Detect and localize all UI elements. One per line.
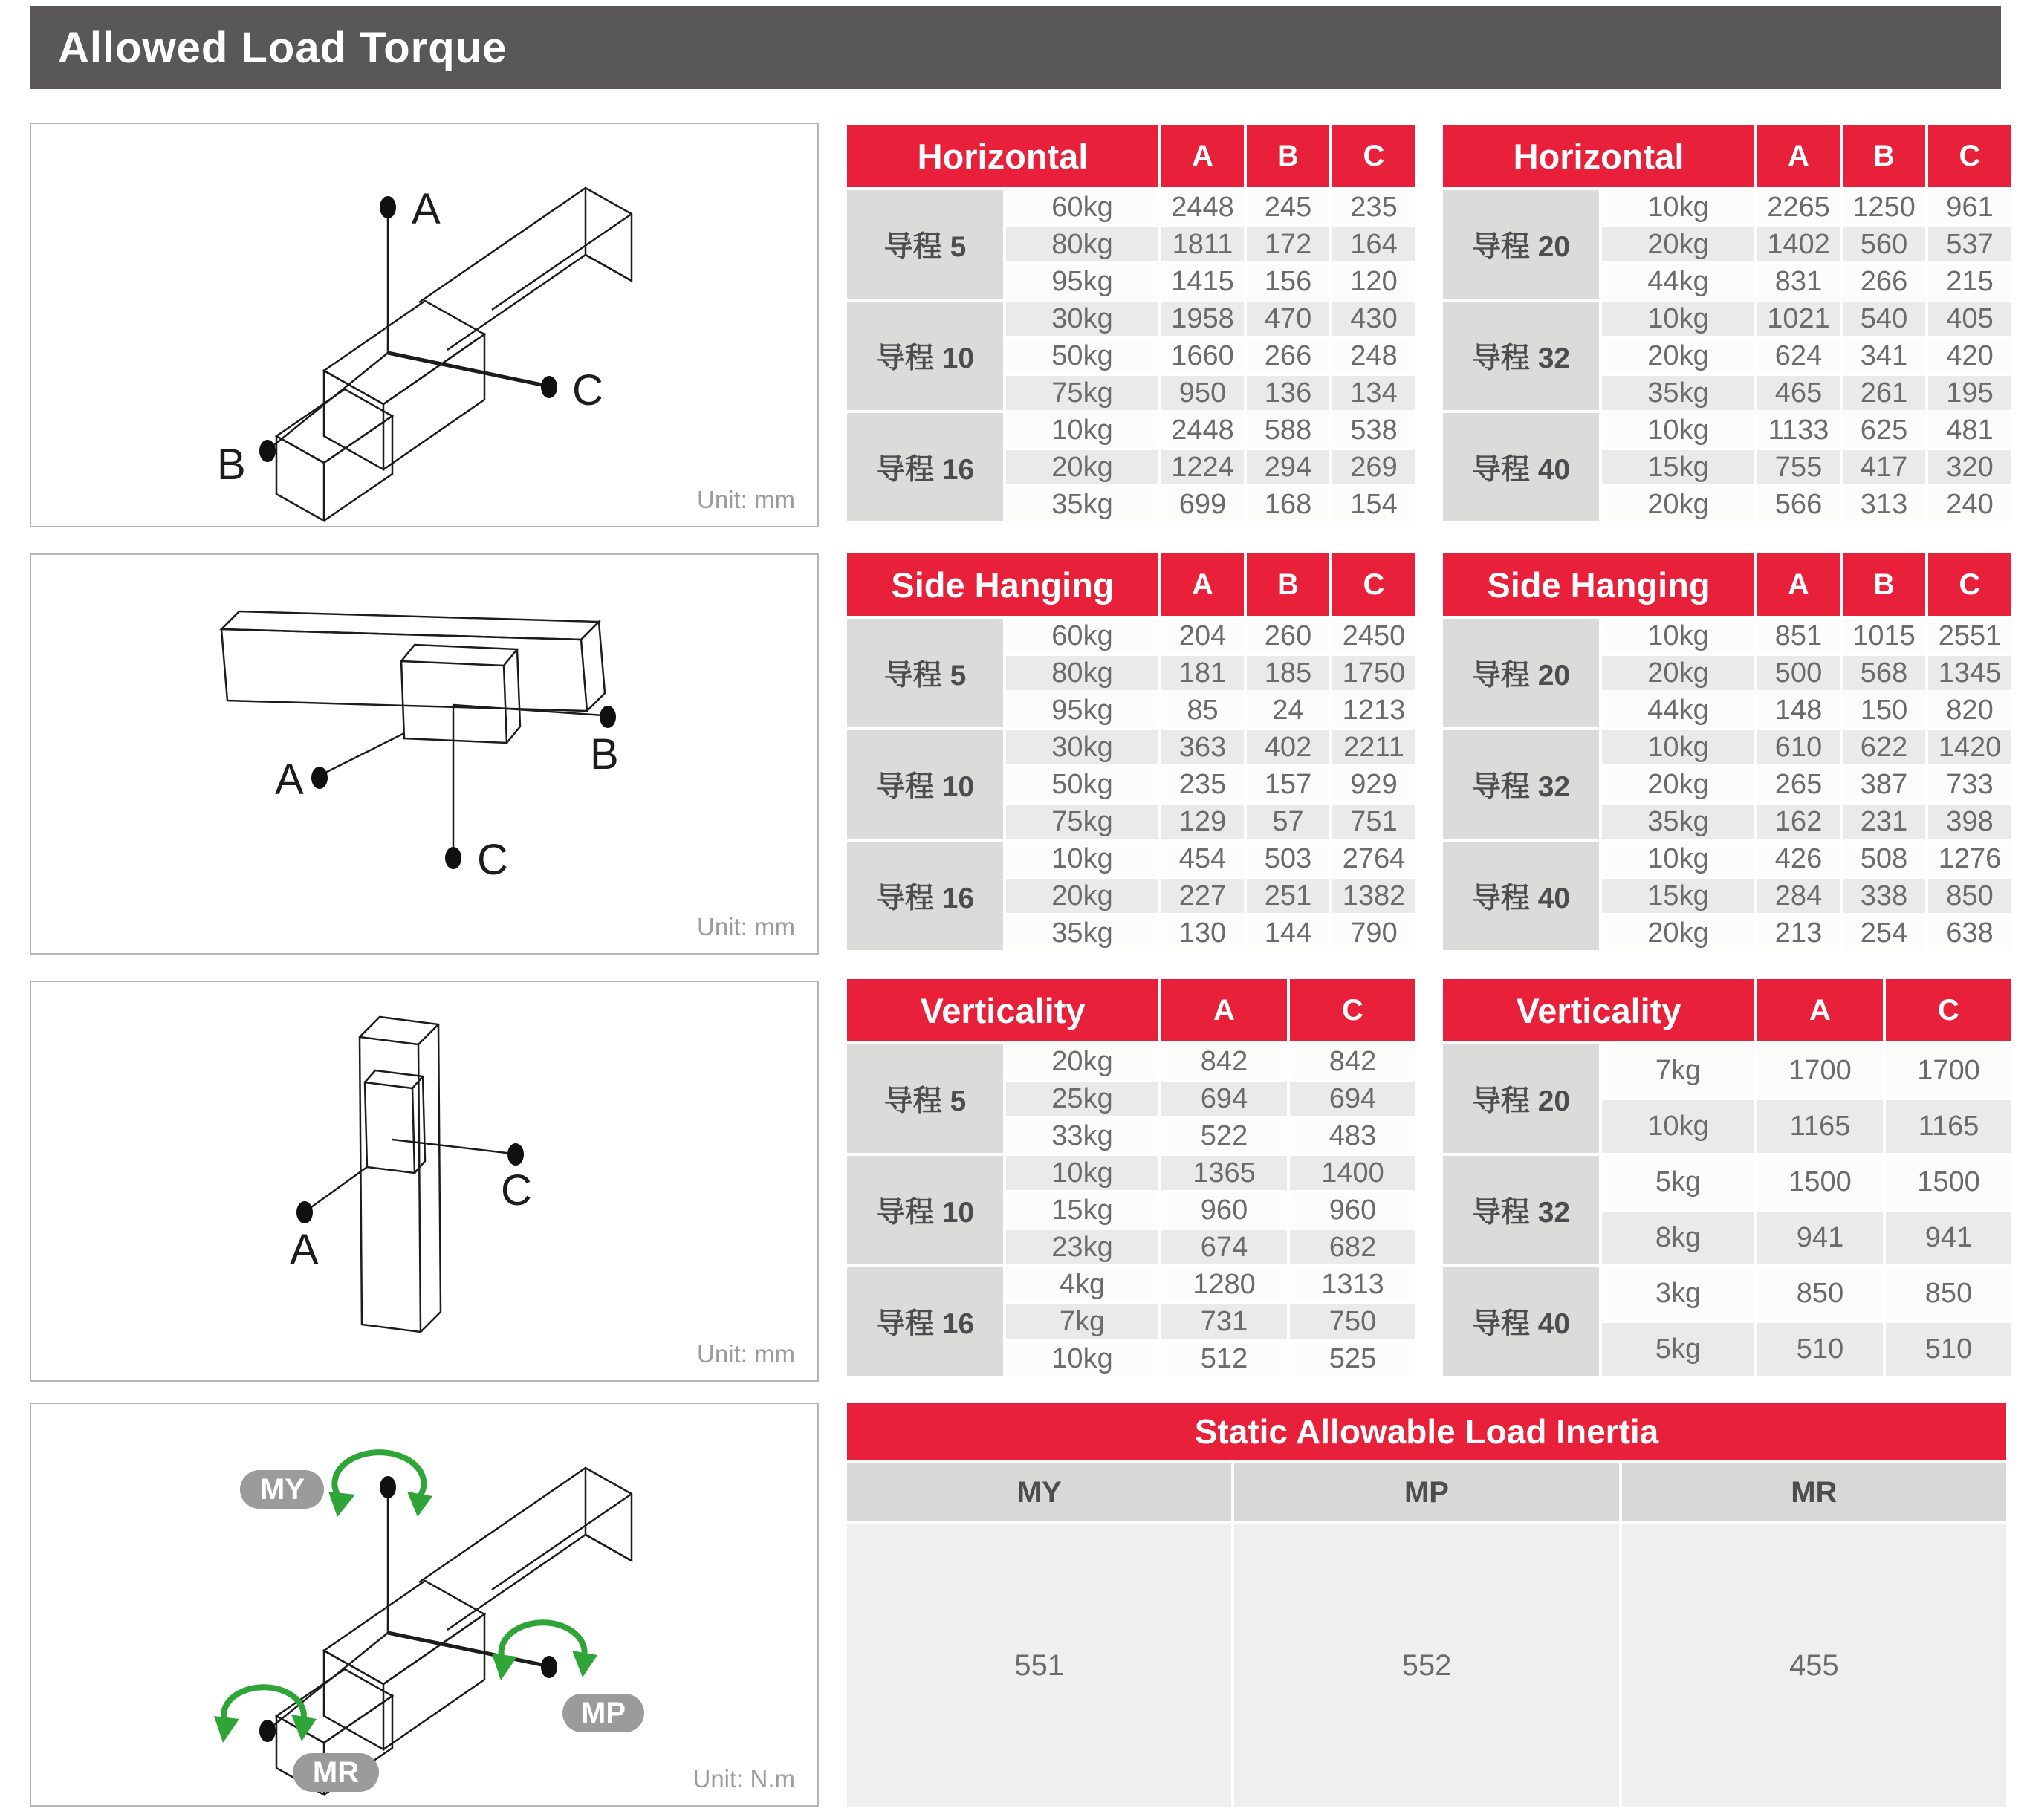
verticality-table-right bbox=[1443, 979, 2011, 1376]
value-cell: 941 bbox=[1757, 1212, 1883, 1264]
load-cell: 20kg bbox=[1602, 487, 1754, 521]
value-cell: 929 bbox=[1332, 767, 1415, 802]
load-cell: 10kg bbox=[1602, 842, 1754, 876]
value-cell: 227 bbox=[1161, 879, 1244, 913]
value-cell: 235 bbox=[1161, 767, 1244, 802]
my-label: MY bbox=[260, 1473, 305, 1506]
mr-arrowhead-icon bbox=[214, 1716, 239, 1743]
column-header: A bbox=[1161, 553, 1244, 616]
value-cell: 960 bbox=[1161, 1193, 1287, 1227]
load-cell: 10kg bbox=[1602, 619, 1754, 653]
load-cell: 10kg bbox=[1006, 1342, 1158, 1376]
column-header: A bbox=[1757, 553, 1840, 616]
value-cell: 538 bbox=[1332, 413, 1415, 447]
value-cell: 260 bbox=[1247, 619, 1329, 653]
value-cell: 150 bbox=[1843, 693, 1925, 727]
value-cell: 2450 bbox=[1332, 619, 1415, 653]
value-cell: 755 bbox=[1757, 450, 1840, 484]
axis-c-label: C bbox=[572, 366, 603, 415]
inertia-column-header: MR bbox=[1622, 1463, 2006, 1521]
axis-c-dot bbox=[507, 1143, 524, 1166]
mp-label: MP bbox=[581, 1697, 626, 1729]
lead-cell: 导程 20 bbox=[1443, 1044, 1599, 1153]
value-cell: 512 bbox=[1161, 1342, 1287, 1376]
load-cell: 75kg bbox=[1006, 805, 1158, 839]
load-cell: 5kg bbox=[1602, 1323, 1754, 1376]
load-cell: 25kg bbox=[1006, 1082, 1158, 1116]
load-cell: 7kg bbox=[1006, 1304, 1158, 1339]
roll-axis-dot bbox=[259, 1720, 276, 1742]
value-cell: 1500 bbox=[1886, 1156, 2011, 1209]
value-cell: 622 bbox=[1843, 730, 1925, 764]
load-cell: 30kg bbox=[1006, 730, 1158, 764]
value-cell: 266 bbox=[1247, 339, 1329, 373]
my-arrowhead-icon bbox=[407, 1492, 432, 1517]
value-cell: 185 bbox=[1247, 656, 1329, 690]
value-cell: 172 bbox=[1247, 227, 1329, 261]
my-arrowhead-icon bbox=[328, 1492, 355, 1517]
value-cell: 231 bbox=[1843, 805, 1925, 839]
value-cell: 1345 bbox=[1928, 656, 2011, 690]
value-cell: 130 bbox=[1161, 916, 1244, 950]
value-cell: 1276 bbox=[1928, 842, 2011, 876]
value-cell: 1280 bbox=[1161, 1267, 1287, 1301]
value-cell: 1015 bbox=[1843, 619, 1925, 653]
axis-b-dot bbox=[600, 706, 616, 728]
axis-c-dot bbox=[445, 847, 461, 869]
column-header: B bbox=[1247, 125, 1329, 187]
value-cell: 941 bbox=[1886, 1212, 2011, 1264]
value-cell: 503 bbox=[1247, 842, 1329, 876]
value-cell: 624 bbox=[1757, 339, 1840, 373]
value-cell: 510 bbox=[1757, 1323, 1883, 1376]
load-cell: 20kg bbox=[1602, 916, 1754, 950]
value-cell: 162 bbox=[1757, 805, 1840, 839]
inertia-value-cell: 552 bbox=[1234, 1524, 1618, 1807]
load-cell: 33kg bbox=[1006, 1119, 1158, 1153]
value-cell: 204 bbox=[1161, 619, 1244, 653]
value-cell: 136 bbox=[1247, 376, 1329, 410]
value-cell: 1133 bbox=[1757, 413, 1840, 447]
value-cell: 402 bbox=[1247, 730, 1329, 764]
axis-a-dot bbox=[296, 1201, 313, 1223]
value-cell: 625 bbox=[1843, 413, 1925, 447]
value-cell: 363 bbox=[1161, 730, 1244, 764]
axis-a-dot bbox=[380, 196, 396, 218]
load-cell: 8kg bbox=[1602, 1212, 1754, 1264]
load-cell: 3kg bbox=[1602, 1267, 1754, 1320]
value-cell: 398 bbox=[1928, 805, 2011, 839]
side-hanging-table-left bbox=[847, 553, 1415, 950]
value-cell: 261 bbox=[1843, 376, 1925, 410]
table-title: Horizontal bbox=[847, 125, 1158, 187]
value-cell: 1382 bbox=[1332, 879, 1415, 913]
value-cell: 850 bbox=[1886, 1267, 2011, 1320]
inertia-value-cell: 551 bbox=[847, 1524, 1231, 1807]
value-cell: 195 bbox=[1928, 376, 2011, 410]
table-title: Side Hanging bbox=[1443, 553, 1754, 616]
value-cell: 960 bbox=[1290, 1193, 1415, 1227]
load-cell: 20kg bbox=[1006, 450, 1158, 484]
column-header: A bbox=[1161, 979, 1287, 1041]
axis-a-label: A bbox=[275, 755, 304, 804]
load-cell: 10kg bbox=[1602, 302, 1754, 336]
value-cell: 420 bbox=[1928, 339, 2011, 373]
value-cell: 240 bbox=[1928, 487, 2011, 521]
value-cell: 2764 bbox=[1332, 842, 1415, 876]
value-cell: 1700 bbox=[1757, 1044, 1883, 1097]
value-cell: 851 bbox=[1757, 619, 1840, 653]
axis-a-label: A bbox=[290, 1226, 319, 1274]
lead-cell: 导程 40 bbox=[1443, 842, 1599, 950]
value-cell: 560 bbox=[1843, 227, 1925, 261]
value-cell: 500 bbox=[1757, 656, 1840, 690]
value-cell: 1415 bbox=[1161, 264, 1244, 299]
load-cell: 15kg bbox=[1006, 1193, 1158, 1227]
rail-and-carriage-drawing bbox=[306, 1017, 513, 1332]
moment-directions-diagram bbox=[30, 1403, 819, 1807]
column-header: C bbox=[1332, 125, 1415, 187]
page-title: Allowed Load Torque bbox=[30, 6, 2001, 89]
horizontal-table-left bbox=[847, 125, 1415, 521]
value-cell: 417 bbox=[1843, 450, 1925, 484]
value-cell: 465 bbox=[1757, 376, 1840, 410]
lead-cell: 导程 5 bbox=[847, 619, 1003, 727]
load-cell: 20kg bbox=[1006, 879, 1158, 913]
lead-cell: 导程 32 bbox=[1443, 302, 1599, 410]
mr-label: MR bbox=[312, 1756, 360, 1789]
value-cell: 213 bbox=[1757, 916, 1840, 950]
load-cell: 7kg bbox=[1602, 1044, 1754, 1097]
axis-a-label: A bbox=[412, 185, 441, 233]
value-cell: 294 bbox=[1247, 450, 1329, 484]
horizontal-diagram-drawing bbox=[31, 124, 817, 526]
lead-cell: 导程 16 bbox=[847, 413, 1003, 521]
value-cell: 284 bbox=[1757, 879, 1840, 913]
value-cell: 157 bbox=[1247, 767, 1329, 802]
value-cell: 842 bbox=[1161, 1044, 1287, 1079]
load-cell: 10kg bbox=[1602, 190, 1754, 224]
column-header: A bbox=[1757, 125, 1840, 187]
load-cell: 4kg bbox=[1006, 1267, 1158, 1301]
verticality-diagram-drawing bbox=[31, 982, 817, 1380]
value-cell: 454 bbox=[1161, 842, 1244, 876]
value-cell: 245 bbox=[1247, 190, 1329, 224]
value-cell: 2551 bbox=[1928, 619, 2011, 653]
column-header: A bbox=[1161, 125, 1244, 187]
lead-cell: 导程 5 bbox=[847, 190, 1003, 299]
value-cell: 850 bbox=[1928, 879, 2011, 913]
load-cell: 60kg bbox=[1006, 619, 1158, 653]
axis-c-dot bbox=[541, 376, 557, 398]
value-cell: 320 bbox=[1928, 450, 2011, 484]
value-cell: 338 bbox=[1843, 879, 1925, 913]
load-cell: 23kg bbox=[1006, 1230, 1158, 1264]
value-cell: 850 bbox=[1757, 1267, 1883, 1320]
horizontal-load-diagram bbox=[30, 123, 819, 527]
lead-cell: 导程 40 bbox=[1443, 1267, 1599, 1376]
value-cell: 694 bbox=[1290, 1082, 1415, 1116]
value-cell: 790 bbox=[1332, 916, 1415, 950]
value-cell: 950 bbox=[1161, 376, 1244, 410]
static-load-inertia-table bbox=[847, 1403, 2006, 1807]
load-cell: 20kg bbox=[1602, 339, 1754, 373]
axis-b-label: B bbox=[217, 441, 246, 489]
load-cell: 50kg bbox=[1006, 339, 1158, 373]
value-cell: 820 bbox=[1928, 693, 2011, 727]
load-cell: 44kg bbox=[1602, 693, 1754, 727]
axis-b-dot bbox=[259, 440, 276, 462]
unit-label: Unit: N.m bbox=[693, 1765, 795, 1793]
value-cell: 694 bbox=[1161, 1082, 1287, 1116]
verticality-load-diagram bbox=[30, 981, 819, 1382]
load-cell: 10kg bbox=[1602, 413, 1754, 447]
moments-diagram-drawing bbox=[31, 1404, 817, 1805]
value-cell: 85 bbox=[1161, 693, 1244, 727]
axis-c-label: C bbox=[477, 836, 508, 884]
side-hanging-table-right bbox=[1443, 553, 2011, 950]
value-cell: 510 bbox=[1886, 1323, 2011, 1376]
lead-cell: 导程 16 bbox=[847, 1267, 1003, 1376]
value-cell: 751 bbox=[1332, 805, 1415, 839]
load-cell: 20kg bbox=[1602, 227, 1754, 261]
column-header: C bbox=[1928, 553, 2011, 616]
unit-label: Unit: mm bbox=[697, 1340, 795, 1368]
load-cell: 35kg bbox=[1006, 916, 1158, 950]
value-cell: 1313 bbox=[1290, 1267, 1415, 1301]
load-cell: 95kg bbox=[1006, 264, 1158, 299]
verticality-table-left bbox=[847, 979, 1415, 1376]
value-cell: 1660 bbox=[1161, 339, 1244, 373]
value-cell: 568 bbox=[1843, 656, 1925, 690]
value-cell: 1165 bbox=[1886, 1100, 2011, 1153]
load-cell: 50kg bbox=[1006, 767, 1158, 802]
table-title: Horizontal bbox=[1443, 125, 1754, 187]
load-cell: 10kg bbox=[1602, 730, 1754, 764]
value-cell: 481 bbox=[1928, 413, 2011, 447]
column-header: A bbox=[1757, 979, 1883, 1041]
lead-cell: 导程 20 bbox=[1443, 190, 1599, 299]
value-cell: 156 bbox=[1247, 264, 1329, 299]
column-header: B bbox=[1843, 553, 1925, 616]
load-cell: 35kg bbox=[1602, 805, 1754, 839]
value-cell: 341 bbox=[1843, 339, 1925, 373]
value-cell: 1958 bbox=[1161, 302, 1244, 336]
axis-c-line bbox=[388, 1633, 545, 1665]
inertia-column-header: MY bbox=[847, 1463, 1231, 1521]
load-cell: 95kg bbox=[1006, 693, 1158, 727]
value-cell: 731 bbox=[1161, 1304, 1287, 1339]
value-cell: 254 bbox=[1843, 916, 1925, 950]
column-header: C bbox=[1332, 553, 1415, 616]
value-cell: 682 bbox=[1290, 1230, 1415, 1264]
table-title: Side Hanging bbox=[847, 553, 1158, 616]
value-cell: 842 bbox=[1290, 1044, 1415, 1079]
value-cell: 537 bbox=[1928, 227, 2011, 261]
value-cell: 638 bbox=[1928, 916, 2011, 950]
value-cell: 181 bbox=[1161, 656, 1244, 690]
load-cell: 10kg bbox=[1602, 1100, 1754, 1153]
value-cell: 674 bbox=[1161, 1230, 1287, 1264]
value-cell: 2265 bbox=[1757, 190, 1840, 224]
load-cell: 5kg bbox=[1602, 1156, 1754, 1209]
load-cell: 20kg bbox=[1602, 656, 1754, 690]
value-cell: 57 bbox=[1247, 805, 1329, 839]
axis-a-dot bbox=[311, 767, 328, 789]
load-cell: 35kg bbox=[1006, 487, 1158, 521]
column-header: B bbox=[1247, 553, 1329, 616]
lead-cell: 导程 32 bbox=[1443, 1156, 1599, 1264]
value-cell: 610 bbox=[1757, 730, 1840, 764]
value-cell: 540 bbox=[1843, 302, 1925, 336]
rail-and-carriage-drawing bbox=[221, 611, 605, 856]
value-cell: 134 bbox=[1332, 376, 1415, 410]
value-cell: 1224 bbox=[1161, 450, 1244, 484]
lead-cell: 导程 10 bbox=[847, 730, 1003, 839]
load-cell: 15kg bbox=[1602, 450, 1754, 484]
value-cell: 750 bbox=[1290, 1304, 1415, 1339]
lead-cell: 导程 40 bbox=[1443, 413, 1599, 521]
value-cell: 525 bbox=[1290, 1342, 1415, 1376]
lead-cell: 导程 10 bbox=[847, 1156, 1003, 1264]
load-cell: 75kg bbox=[1006, 376, 1158, 410]
value-cell: 215 bbox=[1928, 264, 2011, 299]
value-cell: 1402 bbox=[1757, 227, 1840, 261]
value-cell: 235 bbox=[1332, 190, 1415, 224]
value-cell: 129 bbox=[1161, 805, 1244, 839]
yaw-axis-dot bbox=[380, 1476, 396, 1498]
value-cell: 2211 bbox=[1332, 730, 1415, 764]
value-cell: 522 bbox=[1161, 1119, 1287, 1153]
value-cell: 961 bbox=[1928, 190, 2011, 224]
rail-and-carriage-drawing bbox=[270, 1468, 632, 1795]
load-cell: 15kg bbox=[1602, 879, 1754, 913]
side-hanging-load-diagram bbox=[30, 553, 819, 955]
value-cell: 251 bbox=[1247, 879, 1329, 913]
column-header: C bbox=[1290, 979, 1415, 1041]
value-cell: 483 bbox=[1290, 1119, 1415, 1153]
horizontal-table-right bbox=[1443, 125, 2011, 521]
value-cell: 699 bbox=[1161, 487, 1244, 521]
value-cell: 1213 bbox=[1332, 693, 1415, 727]
value-cell: 1420 bbox=[1928, 730, 2011, 764]
value-cell: 24 bbox=[1247, 693, 1329, 727]
value-cell: 248 bbox=[1332, 339, 1415, 373]
value-cell: 1021 bbox=[1757, 302, 1840, 336]
lead-cell: 导程 5 bbox=[847, 1044, 1003, 1153]
load-cell: 80kg bbox=[1006, 227, 1158, 261]
value-cell: 164 bbox=[1332, 227, 1415, 261]
load-cell: 10kg bbox=[1006, 1156, 1158, 1190]
unit-label: Unit: mm bbox=[697, 486, 795, 513]
value-cell: 1750 bbox=[1332, 656, 1415, 690]
value-cell: 168 bbox=[1247, 487, 1329, 521]
load-cell: 35kg bbox=[1602, 376, 1754, 410]
value-cell: 733 bbox=[1928, 767, 2011, 802]
value-cell: 1165 bbox=[1757, 1100, 1883, 1153]
axis-c-line bbox=[388, 353, 545, 386]
value-cell: 1811 bbox=[1161, 227, 1244, 261]
value-cell: 144 bbox=[1247, 916, 1329, 950]
value-cell: 2448 bbox=[1161, 190, 1244, 224]
value-cell: 265 bbox=[1757, 767, 1840, 802]
load-cell: 20kg bbox=[1602, 767, 1754, 802]
load-cell: 60kg bbox=[1006, 190, 1158, 224]
column-header: C bbox=[1928, 125, 2011, 187]
value-cell: 154 bbox=[1332, 487, 1415, 521]
side-hanging-diagram-drawing bbox=[31, 555, 817, 953]
value-cell: 426 bbox=[1757, 842, 1840, 876]
value-cell: 1700 bbox=[1886, 1044, 2011, 1097]
inertia-column-header: MP bbox=[1234, 1463, 1618, 1521]
mp-arrowhead-icon bbox=[572, 1651, 597, 1677]
mp-arrowhead-icon bbox=[492, 1654, 517, 1680]
value-cell: 313 bbox=[1843, 487, 1925, 521]
load-cell: 10kg bbox=[1006, 842, 1158, 876]
load-cell: 10kg bbox=[1006, 413, 1158, 447]
value-cell: 566 bbox=[1757, 487, 1840, 521]
inertia-table-title: Static Allowable Load Inertia bbox=[847, 1403, 2006, 1460]
value-cell: 148 bbox=[1757, 693, 1840, 727]
value-cell: 120 bbox=[1332, 264, 1415, 299]
column-header: B bbox=[1843, 125, 1925, 187]
load-cell: 80kg bbox=[1006, 656, 1158, 690]
load-cell: 20kg bbox=[1006, 1044, 1158, 1079]
lead-cell: 导程 32 bbox=[1443, 730, 1599, 839]
value-cell: 1250 bbox=[1843, 190, 1925, 224]
unit-label: Unit: mm bbox=[697, 913, 795, 940]
load-cell: 30kg bbox=[1006, 302, 1158, 336]
value-cell: 1500 bbox=[1757, 1156, 1883, 1209]
value-cell: 387 bbox=[1843, 767, 1925, 802]
value-cell: 588 bbox=[1247, 413, 1329, 447]
lead-cell: 导程 10 bbox=[847, 302, 1003, 410]
value-cell: 405 bbox=[1928, 302, 2011, 336]
table-title: Verticality bbox=[847, 979, 1158, 1041]
table-title: Verticality bbox=[1443, 979, 1754, 1041]
value-cell: 2448 bbox=[1161, 413, 1244, 447]
value-cell: 831 bbox=[1757, 264, 1840, 299]
lead-cell: 导程 20 bbox=[1443, 619, 1599, 727]
value-cell: 266 bbox=[1843, 264, 1925, 299]
load-cell: 44kg bbox=[1602, 264, 1754, 299]
axis-c-label: C bbox=[501, 1166, 532, 1215]
rail-and-carriage-drawing bbox=[270, 188, 632, 521]
value-cell: 430 bbox=[1332, 302, 1415, 336]
pitch-axis-dot bbox=[541, 1656, 557, 1678]
value-cell: 1365 bbox=[1161, 1156, 1287, 1190]
value-cell: 470 bbox=[1247, 302, 1329, 336]
lead-cell: 导程 16 bbox=[847, 842, 1003, 950]
column-header: C bbox=[1886, 979, 2011, 1041]
value-cell: 1400 bbox=[1290, 1156, 1415, 1190]
value-cell: 269 bbox=[1332, 450, 1415, 484]
value-cell: 508 bbox=[1843, 842, 1925, 876]
axis-b-label: B bbox=[590, 730, 619, 779]
inertia-value-cell: 455 bbox=[1622, 1524, 2006, 1807]
